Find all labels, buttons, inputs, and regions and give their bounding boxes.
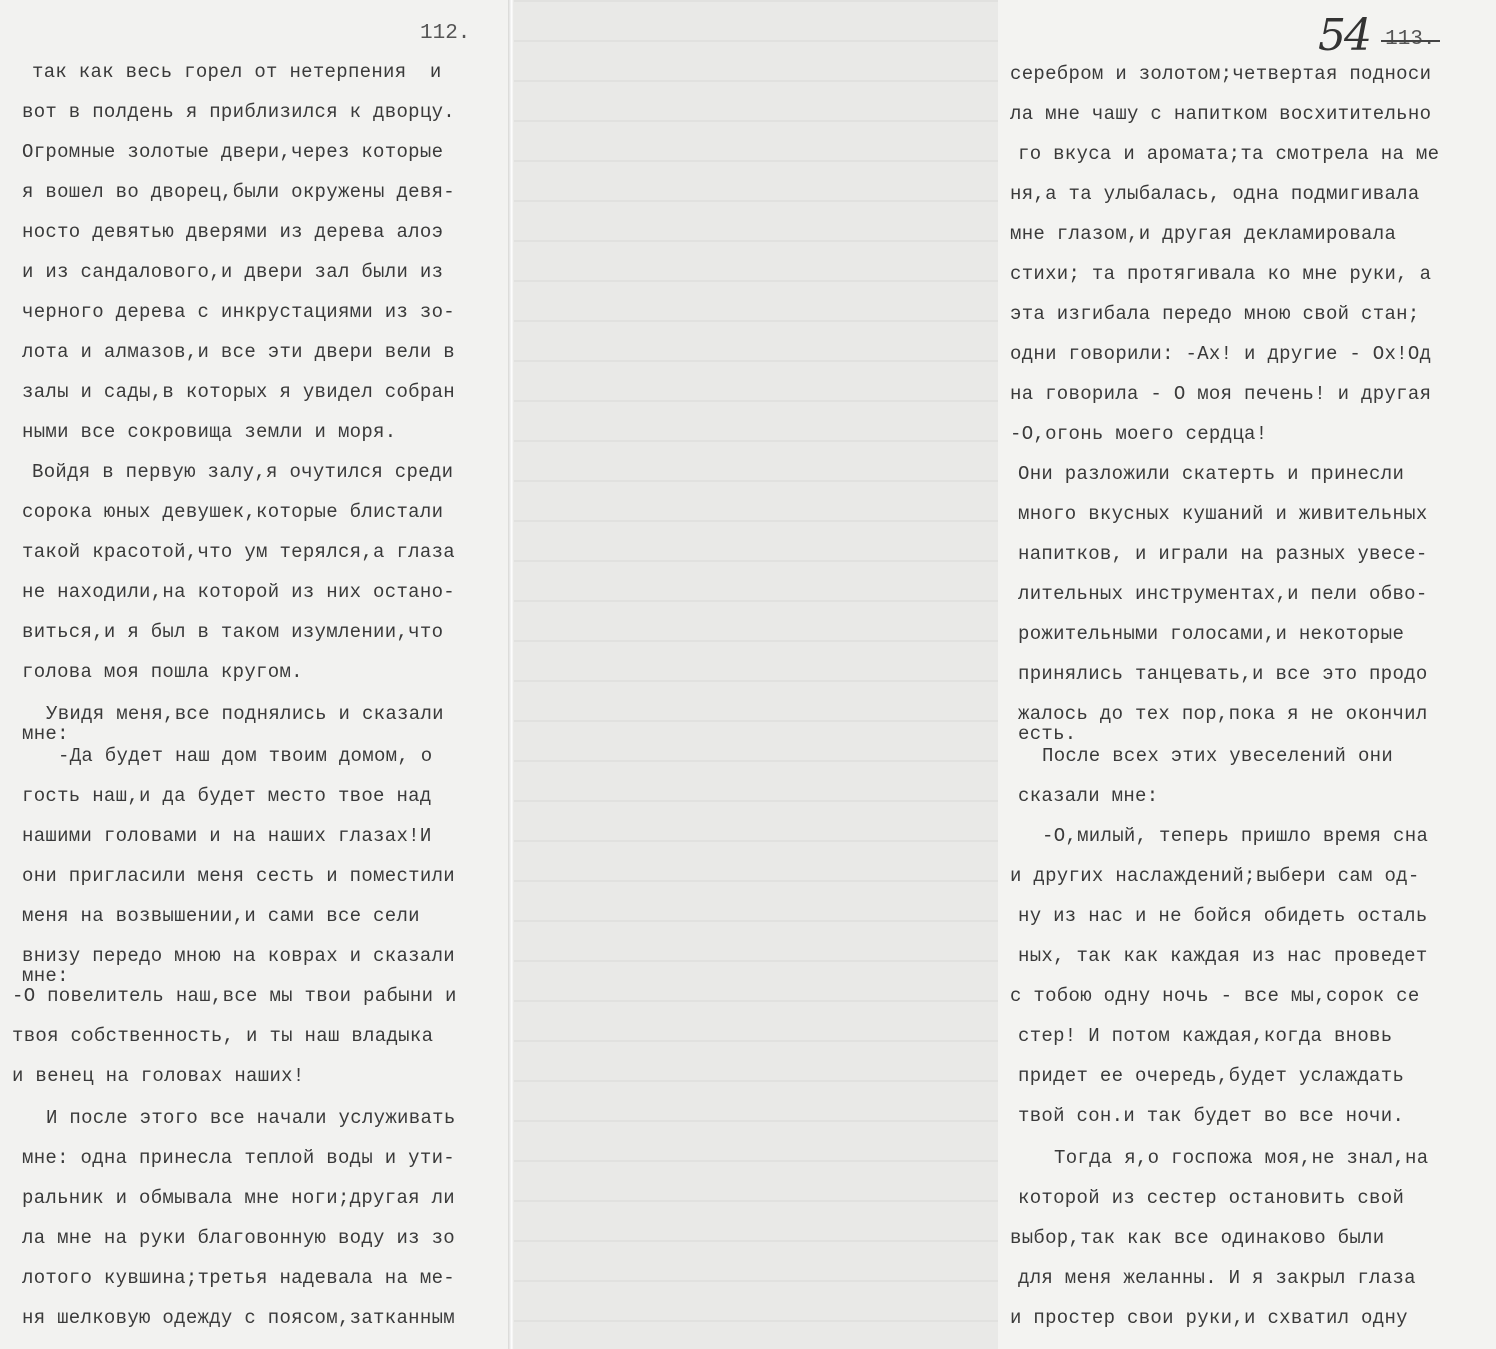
text-line: ностo девятью дверями из дерева алоэ (22, 221, 444, 243)
text-line: меня на возвышении,и сами все сели (22, 905, 420, 927)
text-line: Войдя в первую залу,я очутился среди (32, 461, 454, 483)
text-line: голова моя пошла кругом. (22, 661, 303, 683)
text-line: которой из сестер остановить свой (1018, 1187, 1405, 1209)
text-line: лотого кувшина;третья надевала на ме- (22, 1267, 455, 1289)
text-line: ня,а та улыбалась, одна подмигивала (1010, 183, 1420, 205)
text-line: стер! И потом каждая,когда вновь (1018, 1025, 1393, 1047)
text-line: -Да будет наш дом твоим домом, о (58, 745, 433, 767)
text-line: ла мне на руки благовонную воду из зо (22, 1227, 455, 1249)
handwritten-folio: 54 (1318, 10, 1370, 61)
text-line: вот в полдень я приблизился к дворцу. (22, 101, 455, 123)
text-line: я вошел во дворец,были окружены девя- (22, 181, 455, 203)
text-line: сорока юных девушек,которые блистали (22, 501, 444, 523)
text-line: го вкуса и аромата;та смотрела на ме (1018, 143, 1440, 165)
text-line: и других наслаждений;выбери сам од- (1010, 865, 1420, 887)
text-line: нашими головами и на наших глазах!И (22, 825, 432, 847)
page-number-left: 112. (420, 22, 471, 45)
text-line: ральник и обмывала мне ноги;другая ли (22, 1187, 455, 1209)
text-line: рожительными голосами,и некоторые (1018, 623, 1405, 645)
text-line: черного дерева с инкрустациями из зо- (22, 301, 455, 323)
text-line: так как весь горел от нетерпения и (32, 61, 442, 83)
text-line: -О,огонь моего сердца! (1010, 423, 1268, 445)
text-line: и венец на головах наших! (12, 1065, 305, 1087)
text-line: ня шелковую одежду с поясом,затканным (22, 1307, 455, 1329)
text-line: жалось до тех пор,пока я не окончил (1018, 703, 1428, 725)
text-line: После всех этих увеселений они (1042, 745, 1394, 767)
text-line: эта изгибала передо мною свой стан; (1010, 303, 1420, 325)
text-line: лота и алмазов,и все эти двери вели в (22, 341, 455, 363)
text-line: серебром и золотом;четвертая подноси (1010, 63, 1432, 85)
folio-right (1318, 10, 1436, 61)
text-line: придет ее очередь,будет услаждать (1018, 1065, 1405, 1087)
text-line: внизу передо мною на коврах и сказали (22, 945, 455, 967)
text-line: Они разложили скатерть и принесли (1018, 463, 1405, 485)
text-line: принялись танцевать,и все это продо (1018, 663, 1428, 685)
text-line: и простер свои руки,и схватил одну (1010, 1307, 1408, 1329)
text-line: есть. (1018, 723, 1077, 745)
text-line: мне: (22, 965, 69, 987)
text-line: ными все сокровища земли и моря. (22, 421, 397, 443)
text-line: твоя собственность, и ты наш владыка (12, 1025, 434, 1047)
page-fold (508, 0, 514, 1349)
text-line: одни говорили: -Ах! и другие - Ох!Од (1010, 343, 1432, 365)
text-line: мне: (22, 723, 69, 745)
text-line: лительных инструментах,и пели обво- (1018, 583, 1428, 605)
text-line: Тогда я,о госпожа моя,не знал,на (1054, 1147, 1429, 1169)
text-line: -О,милый, теперь пришло время сна (1042, 825, 1429, 847)
text-line: мне: одна принесла теплой воды и ути- (22, 1147, 455, 1169)
text-line: сказали мне: (1018, 785, 1159, 807)
text-line: Огромные золотые двери,через которые (22, 141, 444, 163)
text-line: и из сандалового,и двери зал были из (22, 261, 444, 283)
text-line: -О повелитель наш,все мы твои рабыни и (12, 985, 457, 1007)
right-page (998, 0, 1496, 1349)
text-line: гость наш,и да будет место твое над (22, 785, 432, 807)
text-line: Увидя меня,все поднялись и сказали (46, 703, 444, 725)
blank-center-area (512, 0, 998, 1349)
text-line: на говорила - О моя печень! и другая (1010, 383, 1432, 405)
text-line: ных, так как каждая из нас проведет (1018, 945, 1428, 967)
text-line: выбор,так как все одинаково были (1010, 1227, 1385, 1249)
text-line: виться,и я был в таком изумлении,что (22, 621, 444, 643)
text-line: И после этого все начали услуживать (46, 1107, 456, 1129)
text-line: стихи; та протягивала ко мне руки, а (1010, 263, 1432, 285)
text-line: для меня желанны. И я закрыл глаза (1018, 1267, 1416, 1289)
text-line: твой сон.и так будет во все ночи. (1018, 1105, 1405, 1127)
text-line: ну из нас и не бойся обидеть осталь (1018, 905, 1428, 927)
text-line: залы и сады,в которых я увидел собран (22, 381, 455, 403)
text-line: напитков, и играли на разных увесе- (1018, 543, 1428, 565)
left-page (0, 0, 512, 1349)
text-line: с тобою одну ночь - все мы,сорок се (1010, 985, 1420, 1007)
text-line: не находили,на которой из них остано- (22, 581, 455, 603)
text-line: много вкусных кушаний и живительных (1018, 503, 1428, 525)
text-line: ла мне чашу с напитком восхитительно (1010, 103, 1432, 125)
text-line: они пригласили меня сесть и поместили (22, 865, 455, 887)
text-line: такой красотой,что ум терялся,а глаза (22, 541, 455, 563)
text-line: мне глазом,и другая декламировала (1010, 223, 1397, 245)
struck-page-number: 113. (1385, 28, 1436, 51)
